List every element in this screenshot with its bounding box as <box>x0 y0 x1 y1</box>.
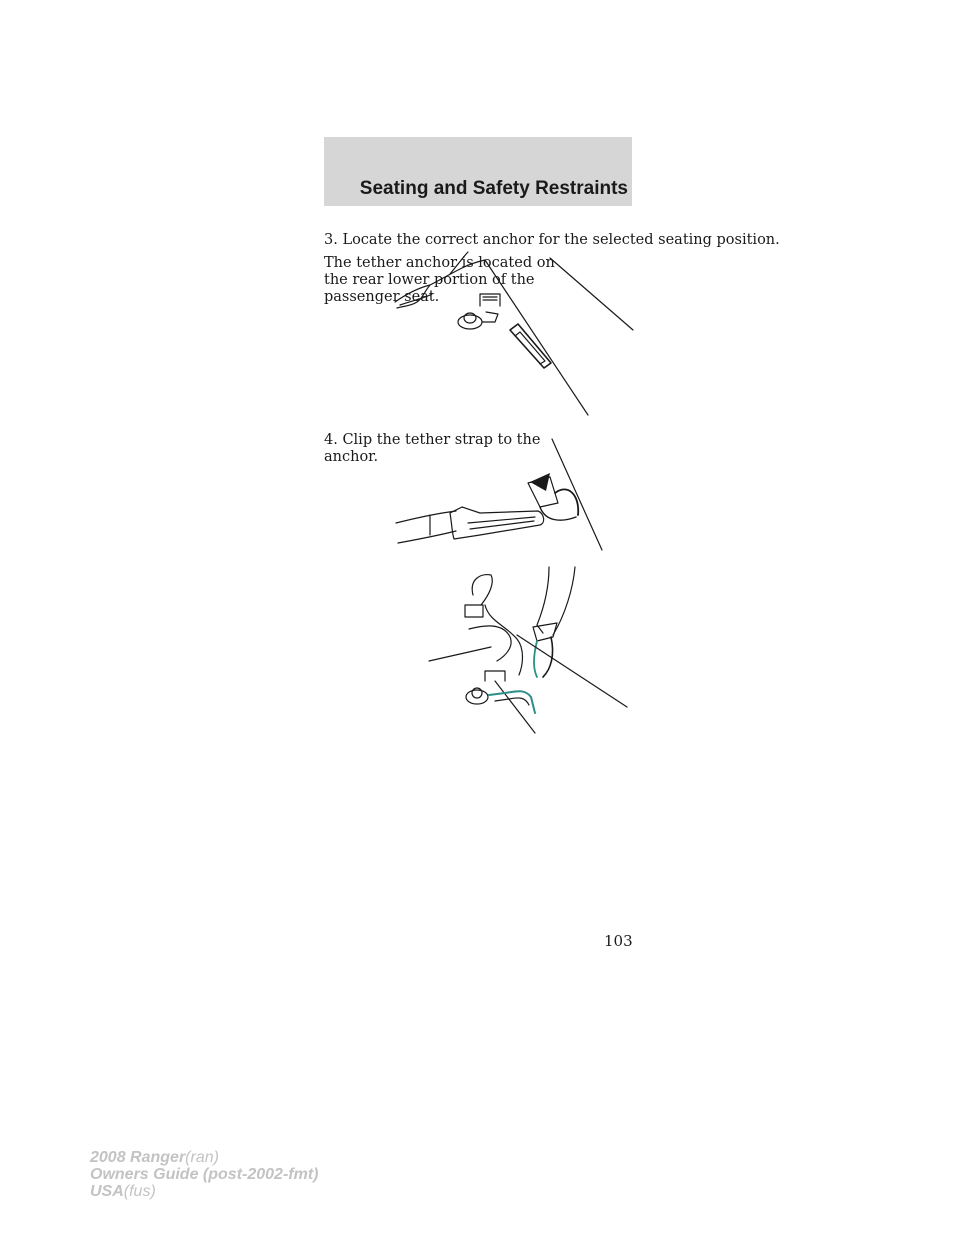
footer-model-line <box>90 1149 318 1166</box>
section-title: Seating and Safety Restraints <box>359 178 628 199</box>
footer-market-line <box>90 1183 318 1200</box>
page-number: 103 <box>604 932 633 950</box>
footer-guide-line <box>90 1166 318 1183</box>
tether-anchor-location-text: The tether anchor is located on the rear lower portion of the passenger seat. <box>324 255 555 305</box>
step-3-text: 3. Locate the correct anchor for the selected seating position. <box>324 232 780 248</box>
tether-anchor-location-illustration <box>390 250 635 418</box>
section-header-band <box>324 137 632 206</box>
footer-market: USA <box>90 1183 124 1200</box>
footer-market-code: (fus) <box>123 1183 156 1200</box>
document-footer <box>90 1149 318 1200</box>
tether-strap-attached-illustration <box>425 565 630 735</box>
footer-guide: Owners Guide (post-2002-fmt) <box>90 1166 319 1183</box>
footer-model-code: (ran) <box>185 1149 219 1166</box>
tether-strap-clip-illustration <box>390 435 610 555</box>
step-4-text: 4. Clip the tether strap to the anchor. <box>324 432 541 465</box>
footer-model: 2008 Ranger <box>90 1149 186 1166</box>
